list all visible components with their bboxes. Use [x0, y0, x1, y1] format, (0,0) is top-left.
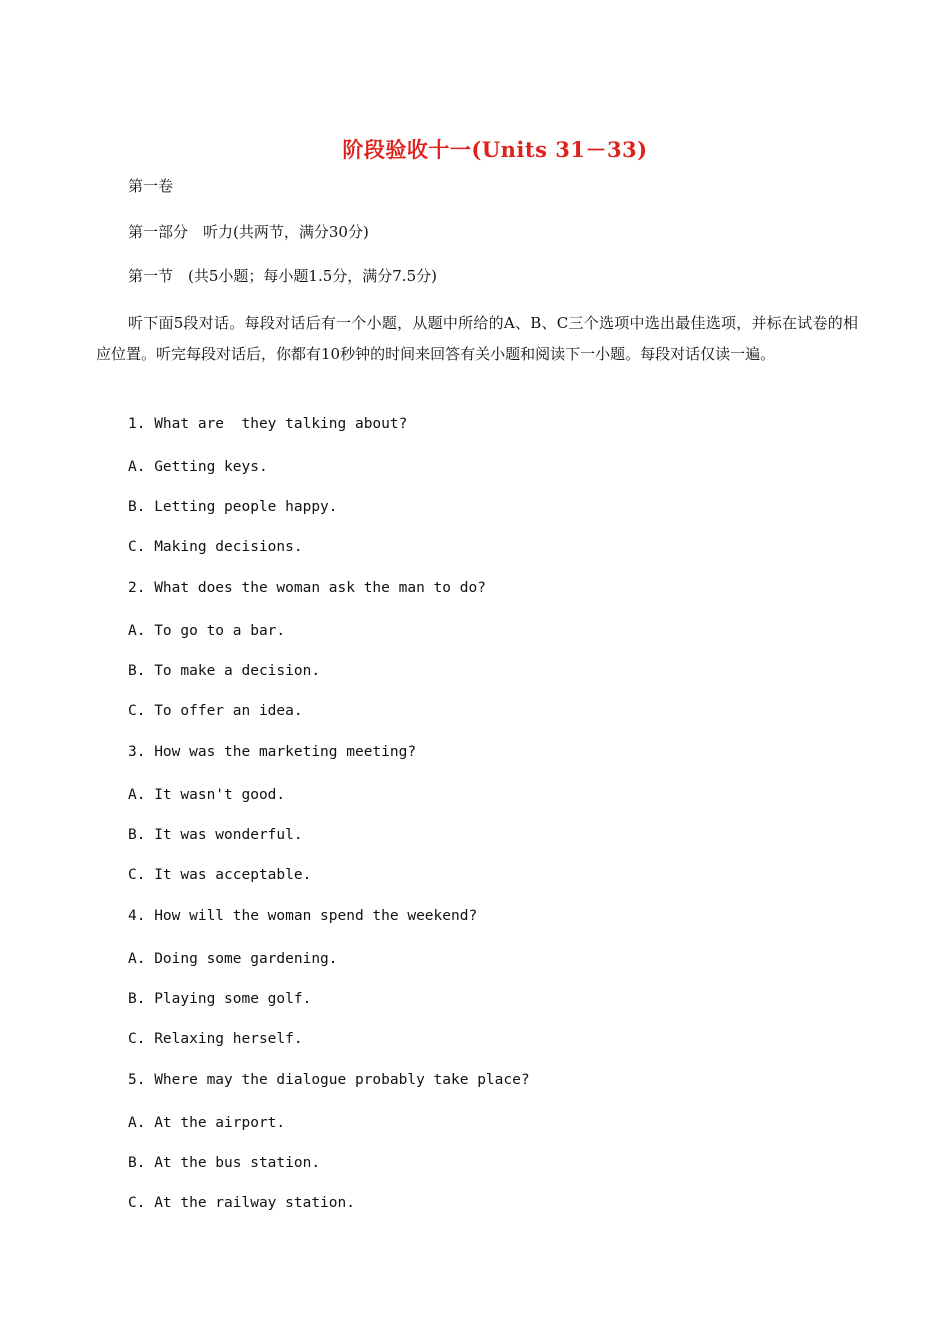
volume-heading: 第一卷	[128, 177, 174, 195]
section-heading: 第一节 (共5小题；每小题1.5分，满分7.5分)	[128, 267, 437, 285]
answer-option: C. Relaxing herself.	[128, 1031, 303, 1047]
answer-option: B. It was wonderful.	[128, 827, 303, 843]
answer-option: B. Letting people happy.	[128, 499, 338, 515]
part-heading: 第一部分 听力(共两节，满分30分)	[128, 223, 369, 241]
instructions-paragraph: 听下面5段对话。每段对话后有一个小题，从题中所给的A、B、C三个选项中选出最佳选项，并标在试卷的相应位置。听完每段对话后，你都有10秒钟的时间来回答有关小题和阅读下一小题。每段对话仅读一遍。	[96, 314, 858, 363]
answer-option: B. At the bus station.	[128, 1155, 321, 1171]
answer-option: C. It was acceptable.	[128, 867, 312, 883]
question-stem: 5. Where may the dialogue probably take place?	[128, 1072, 530, 1088]
answer-option: A. It wasn't good.	[128, 787, 286, 803]
page-title: 阶段验收十一(Units 31－33)	[342, 137, 648, 162]
answer-option: A. To go to a bar.	[128, 623, 286, 639]
answer-option: A. Getting keys.	[128, 459, 268, 475]
question-stem: 2. What does the woman ask the man to do?	[128, 580, 486, 596]
answer-option: C. At the railway station.	[128, 1195, 355, 1211]
answer-option: B. Playing some golf.	[128, 991, 312, 1007]
answer-option: C. To offer an idea.	[128, 703, 303, 719]
answer-option: A. At the airport.	[128, 1115, 286, 1131]
question-stem: 3. How was the marketing meeting?	[128, 744, 417, 760]
question-stem: 4. How will the woman spend the weekend?	[128, 908, 478, 924]
question-stem: 1. What are they talking about?	[128, 416, 408, 432]
answer-option: B. To make a decision.	[128, 663, 321, 679]
answer-option: A. Doing some gardening.	[128, 951, 338, 967]
answer-option: C. Making decisions.	[128, 539, 303, 555]
